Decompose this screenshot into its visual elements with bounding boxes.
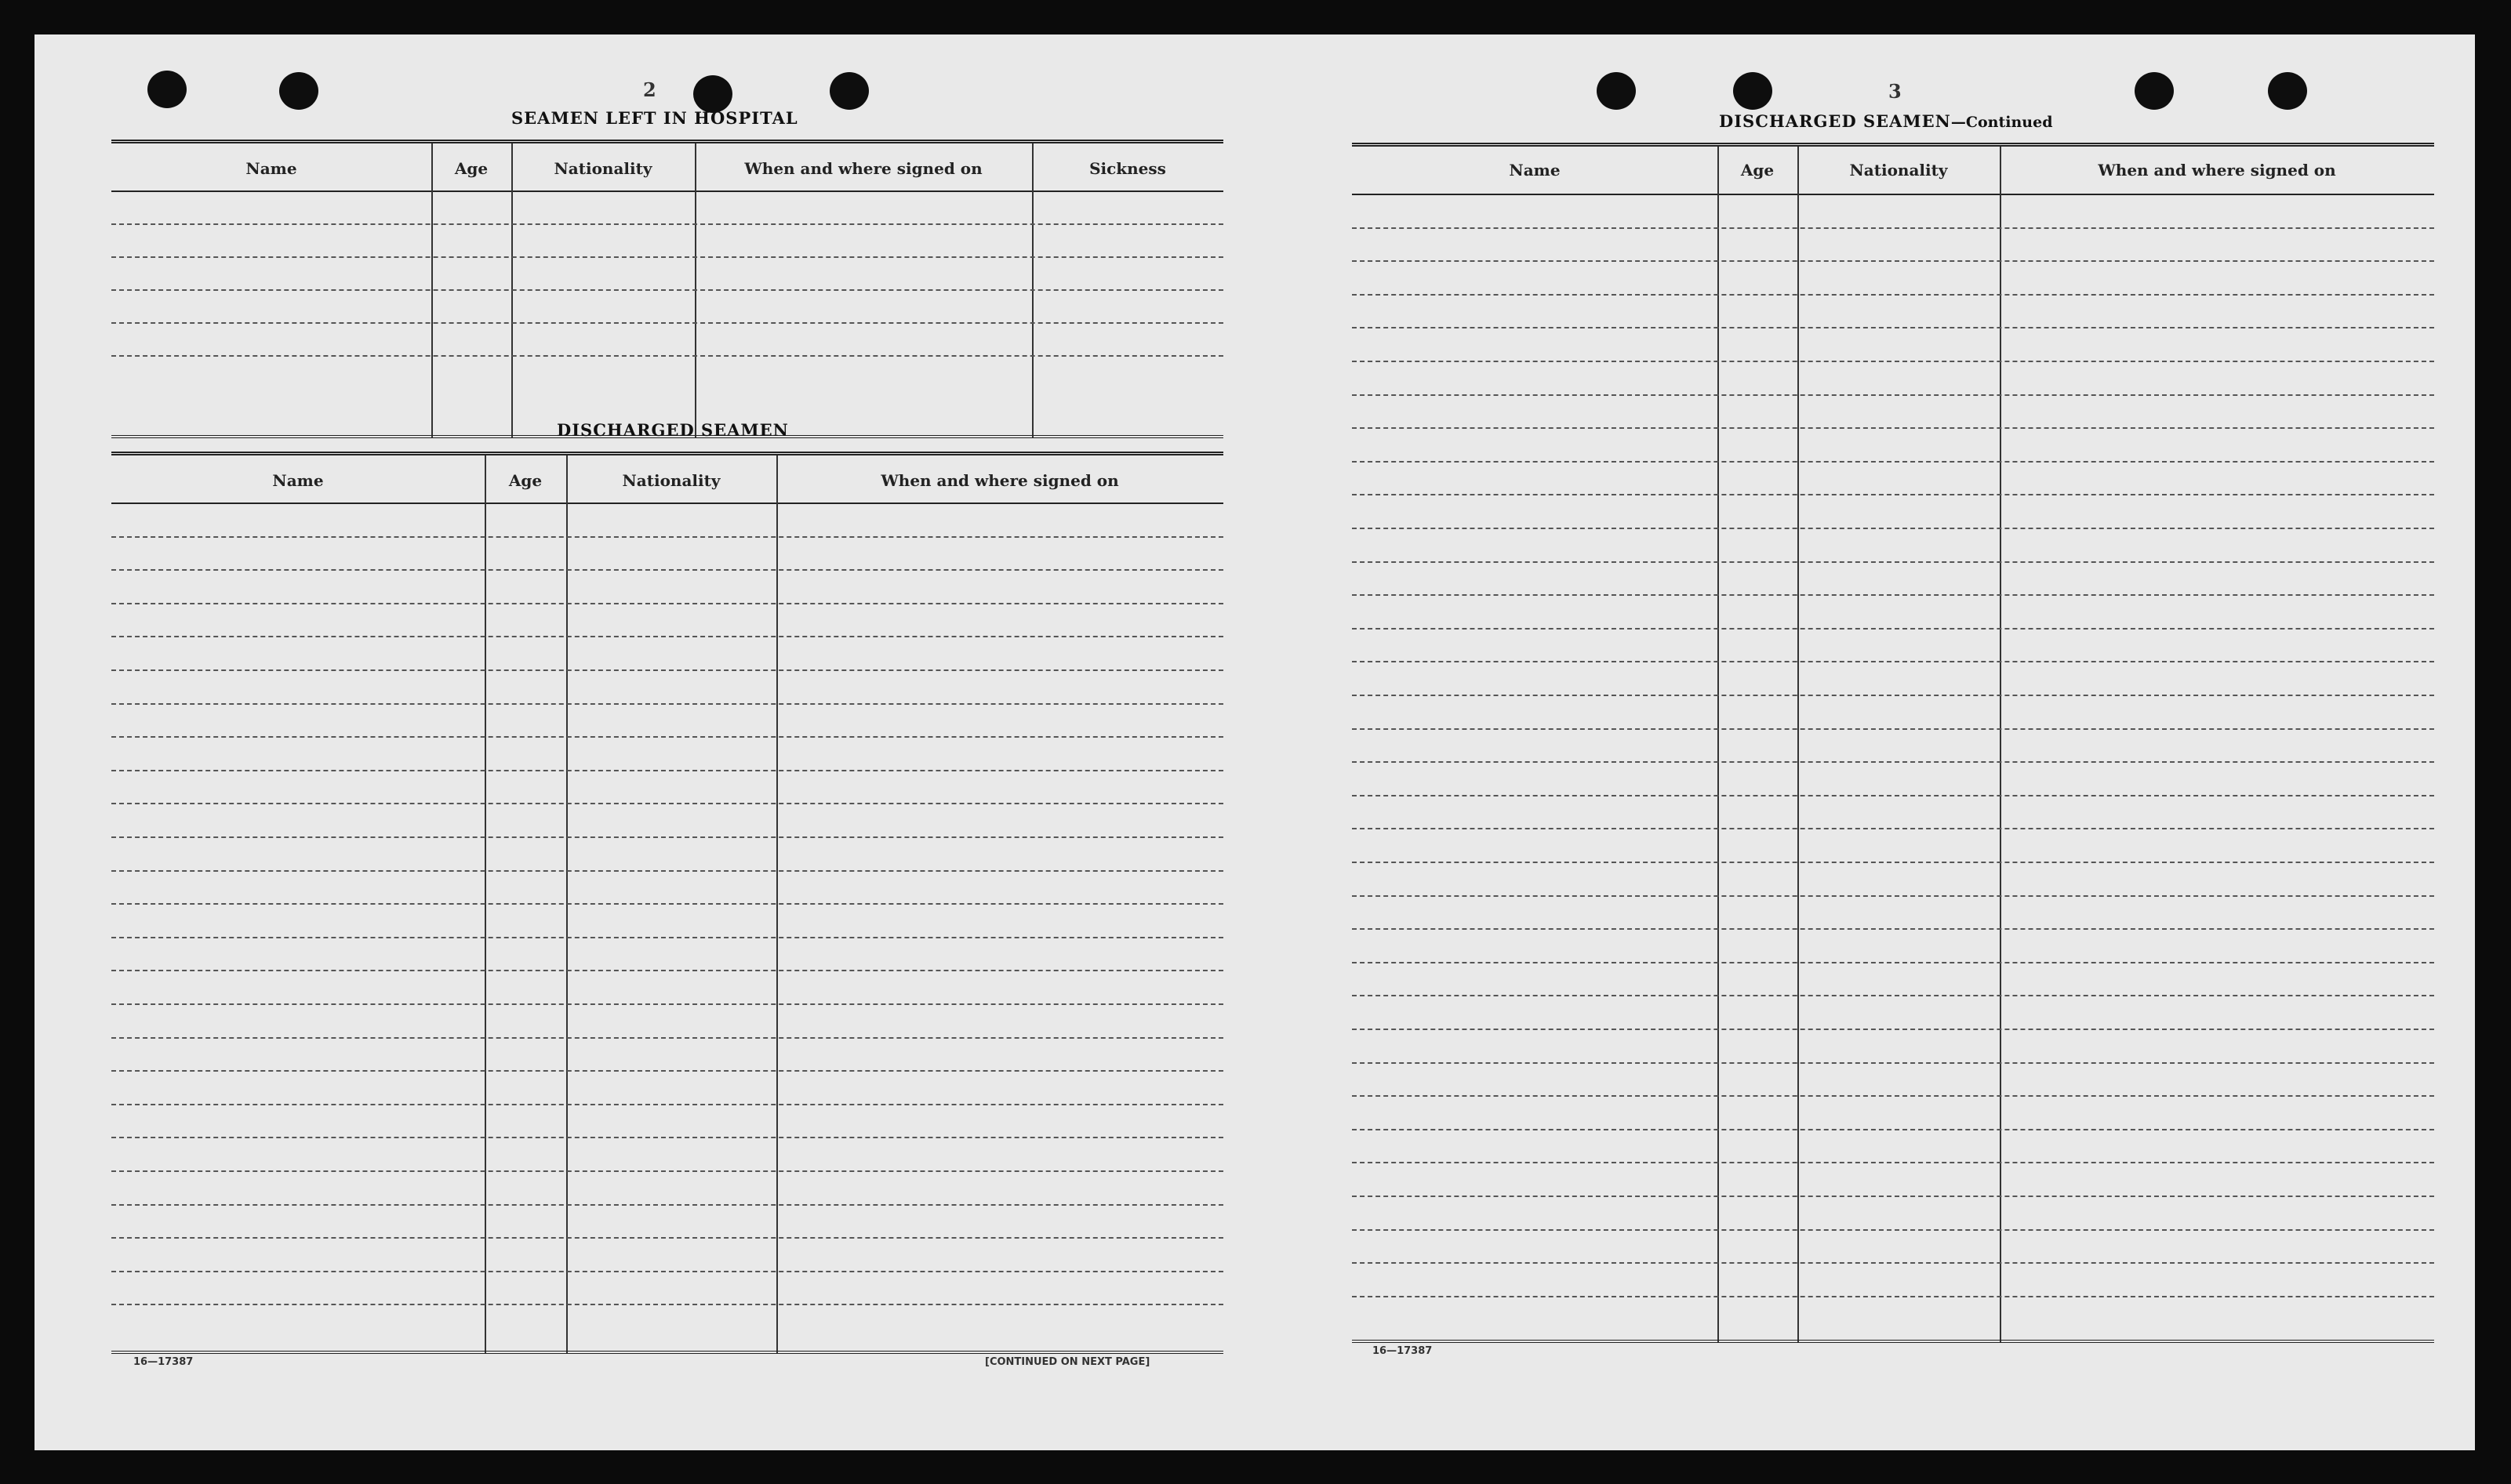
column-divider [695, 143, 696, 438]
column-header-name: Name [245, 159, 297, 178]
table-row-line [111, 770, 1223, 771]
form-number-left: 16—17387 [133, 1356, 194, 1368]
page-number-right: 3 [1888, 80, 1902, 103]
table-row-line [111, 569, 1223, 571]
table-row-line [111, 1204, 1223, 1206]
table-row-line [1352, 761, 2434, 763]
table-row-line [111, 636, 1223, 637]
table-row-line [1352, 795, 2434, 796]
binder-hole-4 [830, 72, 869, 110]
table-row-line [111, 1271, 1223, 1272]
table-row-line [1352, 695, 2434, 696]
table-row-line [1352, 294, 2434, 296]
column-header-name: Name [272, 471, 324, 490]
table-row-line [111, 1237, 1223, 1239]
table-row-line [1352, 1162, 2434, 1163]
page-number-left: 2 [643, 78, 656, 101]
discharged-continued-section-title [1719, 111, 2053, 131]
table-row-line [1352, 862, 2434, 863]
table-row-line [1352, 1062, 2434, 1064]
column-header-nationality: Nationality [622, 471, 721, 490]
continued-note: [CONTINUED ON NEXT PAGE] [985, 1356, 1150, 1368]
table-bottom-rule [111, 1351, 1223, 1354]
column-header-name: Name [1509, 161, 1561, 180]
table-row-line [1352, 628, 2434, 630]
table-row-line [111, 603, 1223, 604]
table-row-line [111, 355, 1223, 357]
binder-hole-1 [147, 71, 187, 108]
table-row-line [1352, 1129, 2434, 1130]
table-row-line [111, 289, 1223, 291]
hospital-section-title: SEAMEN LEFT IN HOSPITAL [511, 108, 798, 128]
table-row-line [1352, 1262, 2434, 1264]
continued-suffix: —Continued [1950, 114, 2053, 131]
table-row-line [1352, 828, 2434, 829]
table-bottom-rule [1352, 1340, 2434, 1343]
table-row-line [111, 703, 1223, 705]
table-row-line [111, 1137, 1223, 1138]
discharged-table [111, 452, 1223, 1354]
table-row-line [1352, 1229, 2434, 1231]
table-row-line [111, 1104, 1223, 1105]
table-row-line [1352, 594, 2434, 596]
column-header-age: Age [1740, 161, 1775, 180]
table-row-line [1352, 928, 2434, 930]
table-row-line [1352, 394, 2434, 396]
binder-hole-5 [1597, 72, 1636, 110]
binder-hole-6 [1733, 72, 1772, 110]
column-header-age: Age [454, 159, 489, 178]
table-row-line [1352, 494, 2434, 495]
column-header-age: Age [508, 471, 543, 490]
table-row-line [1352, 1095, 2434, 1097]
table-row-line [1352, 561, 2434, 563]
table-row-line [111, 903, 1223, 905]
table-row-line [1352, 361, 2434, 362]
column-divider [511, 143, 513, 438]
table-row-line [111, 1003, 1223, 1005]
form-sheet [35, 34, 2475, 1450]
table-row-line [1352, 327, 2434, 328]
column-header-when-where-signed: When and where signed on [744, 159, 983, 178]
table-row-line [1352, 461, 2434, 463]
table-row-line [111, 322, 1223, 324]
table-row-line [1352, 895, 2434, 897]
column-header-sickness: Sickness [1089, 159, 1166, 178]
table-row-line [1352, 962, 2434, 963]
column-header-nationality: Nationality [1849, 161, 1948, 180]
column-header-when-where-signed: When and where signed on [881, 471, 1119, 490]
table-row-line [1352, 260, 2434, 262]
binder-hole-7 [2135, 72, 2174, 110]
column-divider [431, 143, 433, 438]
form-number-right: 16—17387 [1372, 1345, 1433, 1357]
hospital-table [111, 140, 1223, 438]
column-divider [1032, 143, 1034, 438]
table-row-line [111, 1304, 1223, 1305]
table-row-line [111, 937, 1223, 938]
table-row-line [1352, 227, 2434, 229]
table-row-line [111, 1037, 1223, 1039]
table-row-line [111, 970, 1223, 971]
discharged-section-title: DISCHARGED SEAMEN [557, 420, 789, 440]
table-row-line [111, 1070, 1223, 1072]
table-row-line [1352, 661, 2434, 662]
table-row-line [111, 803, 1223, 804]
column-header-when-where-signed: When and where signed on [2098, 161, 2336, 180]
table-row-line [111, 223, 1223, 225]
binder-hole-3 [693, 75, 732, 113]
table-row-line [111, 536, 1223, 538]
table-row-line [111, 836, 1223, 838]
binder-hole-2 [279, 72, 318, 110]
discharged-continued-title-text: DISCHARGED SEAMEN [1719, 111, 1951, 131]
table-row-line [111, 1170, 1223, 1172]
table-row-line [1352, 728, 2434, 730]
table-row-line [1352, 995, 2434, 996]
table-row-line [1352, 1029, 2434, 1030]
discharged-continued-table [1352, 143, 2434, 1343]
table-row-line [1352, 1296, 2434, 1297]
binder-hole-8 [2268, 72, 2307, 110]
table-row-line [111, 870, 1223, 872]
table-row-line [111, 256, 1223, 258]
table-row-line [111, 669, 1223, 671]
table-row-line [111, 736, 1223, 738]
table-row-line [1352, 427, 2434, 429]
column-header-nationality: Nationality [554, 159, 652, 178]
table-row-line [1352, 1196, 2434, 1197]
table-row-line [1352, 528, 2434, 529]
